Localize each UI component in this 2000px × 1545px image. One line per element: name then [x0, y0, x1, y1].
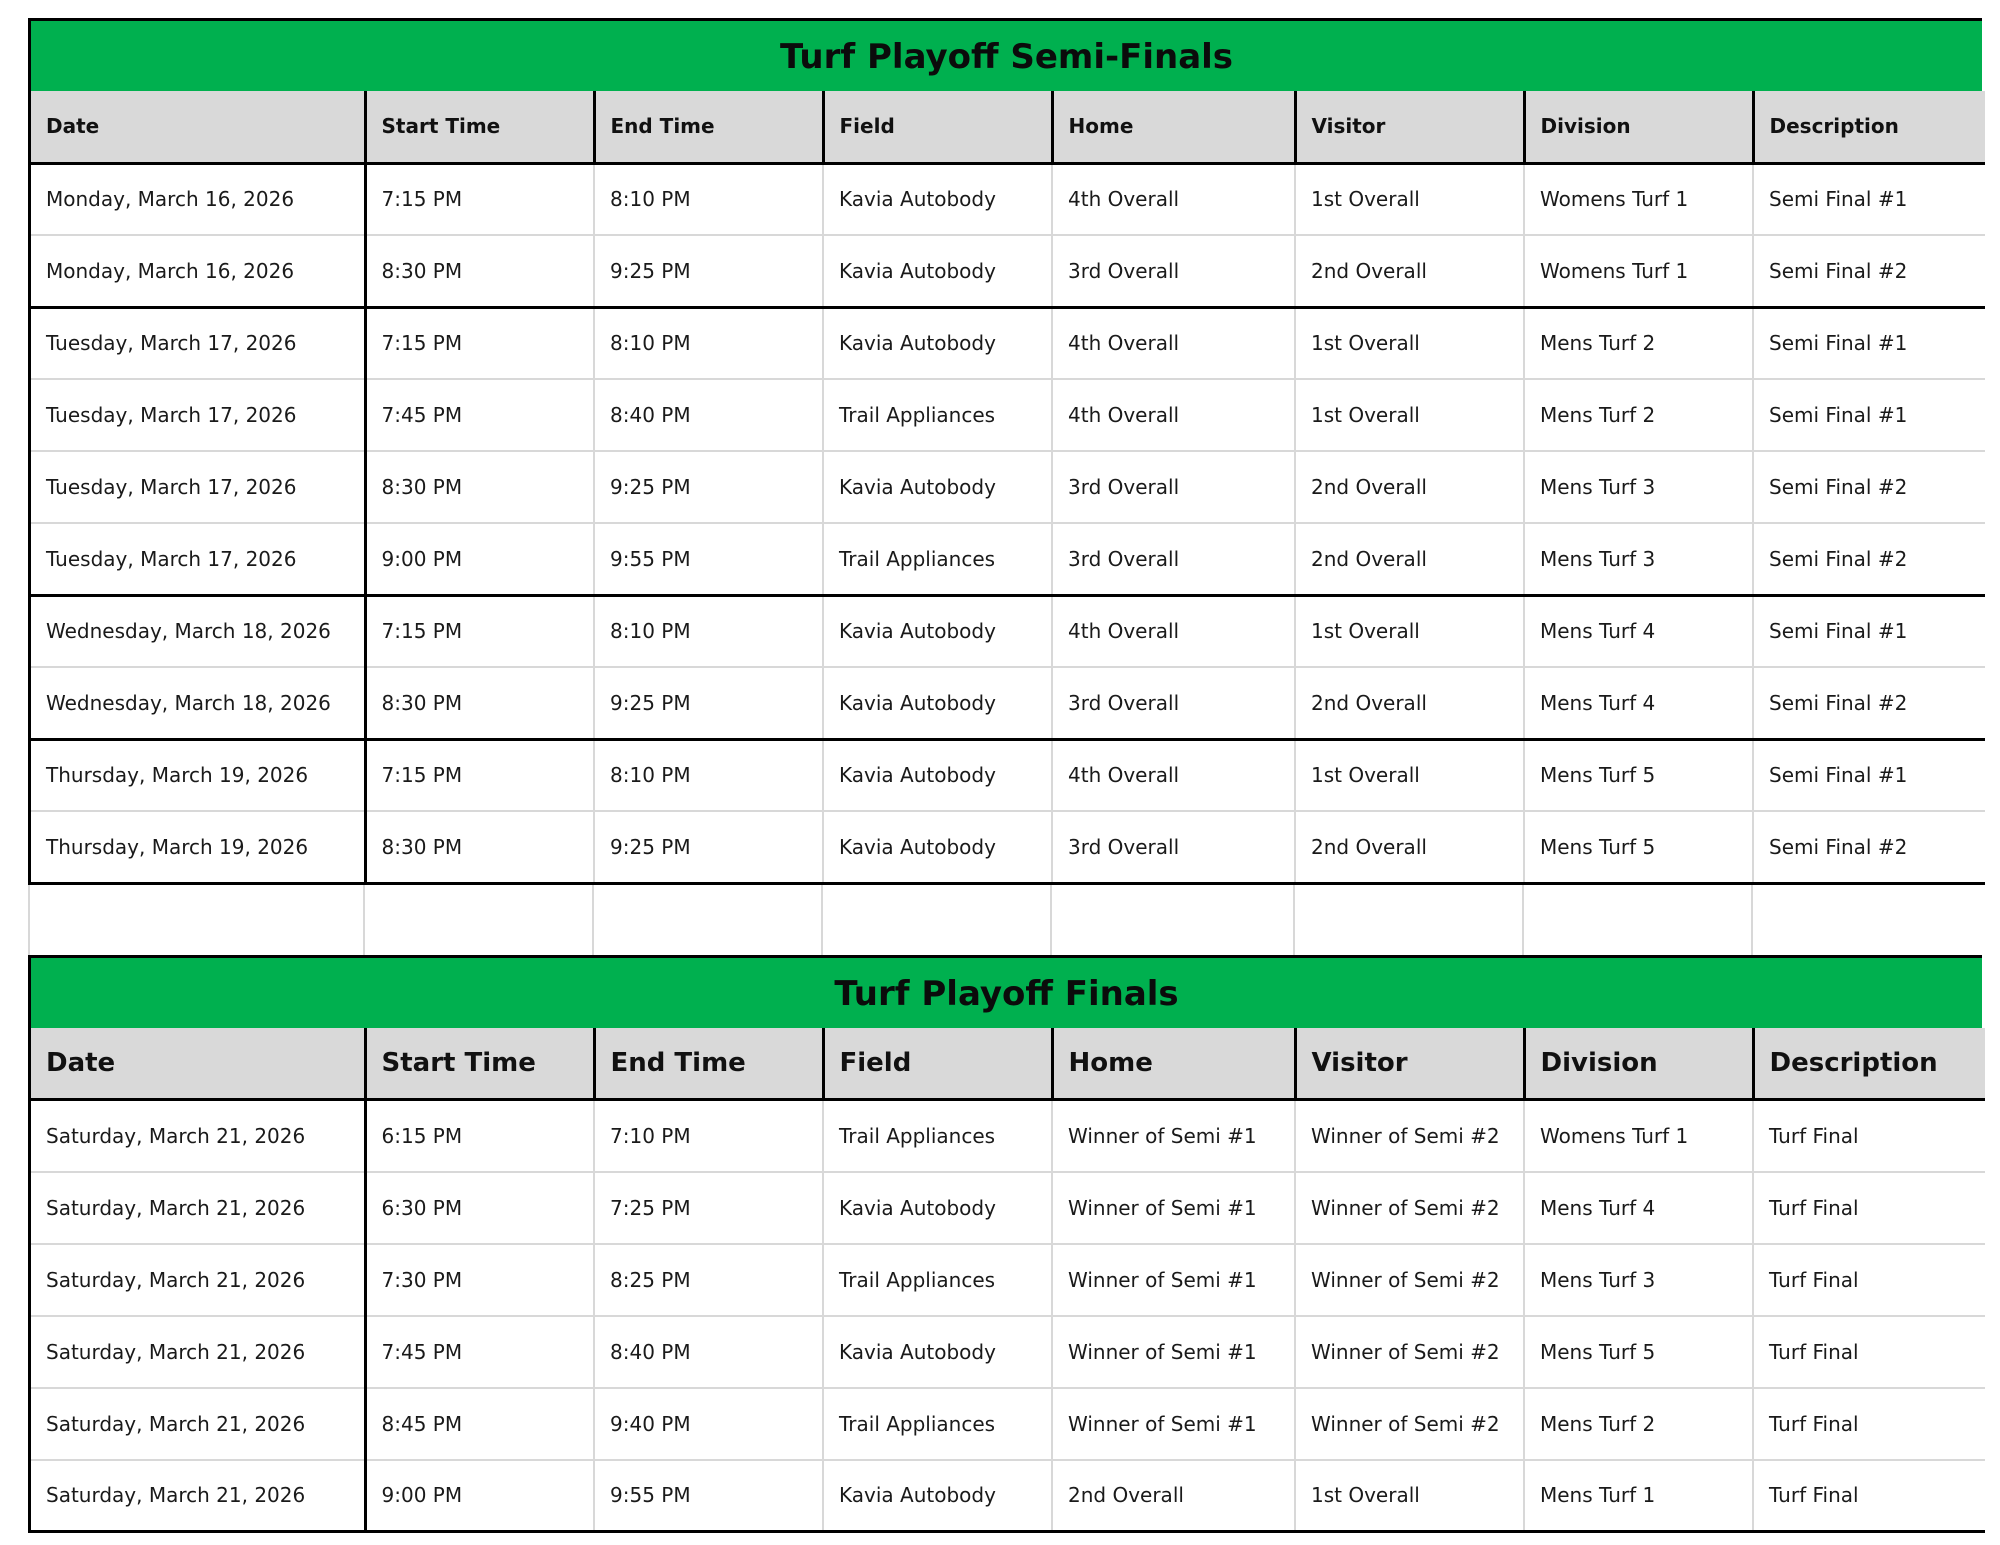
- cell-end-time: 9:55 PM: [594, 523, 823, 595]
- cell-field: Kavia Autobody: [823, 163, 1052, 235]
- spacer-table: [30, 885, 1984, 957]
- empty-cell: [1523, 885, 1752, 957]
- cell-date: Thursday, March 19, 2026: [31, 811, 365, 883]
- empty-cell: [1294, 885, 1523, 957]
- cell-end-time: 7:25 PM: [594, 1172, 823, 1244]
- cell-start-time: 7:15 PM: [365, 163, 594, 235]
- cell-end-time: 8:10 PM: [594, 739, 823, 811]
- cell-visitor: Winner of Semi #2: [1295, 1316, 1524, 1388]
- header-home: Home: [1052, 91, 1295, 163]
- table-row: [31, 739, 1985, 811]
- cell-home: 4th Overall: [1052, 307, 1295, 379]
- table-row: [31, 595, 1985, 667]
- spacer-row: [28, 885, 1982, 955]
- cell-date: Monday, March 16, 2026: [31, 235, 365, 307]
- cell-home: 3rd Overall: [1052, 811, 1295, 883]
- schedule-sheet: [28, 18, 1982, 1533]
- cell-field: Kavia Autobody: [823, 451, 1052, 523]
- cell-description: Semi Final #2: [1753, 451, 1985, 523]
- cell-home: Winner of Semi #1: [1052, 1388, 1295, 1460]
- cell-end-time: 7:10 PM: [594, 1100, 823, 1172]
- cell-field: Trail Appliances: [823, 379, 1052, 451]
- cell-description: Semi Final #1: [1753, 163, 1985, 235]
- table-row: [31, 235, 1985, 307]
- cell-description: Turf Final: [1753, 1460, 1985, 1532]
- cell-visitor: 2nd Overall: [1295, 235, 1524, 307]
- cell-end-time: 8:40 PM: [594, 1316, 823, 1388]
- cell-date: Thursday, March 19, 2026: [31, 739, 365, 811]
- header-division: Division: [1524, 91, 1753, 163]
- cell-description: Semi Final #1: [1753, 595, 1985, 667]
- cell-description: Semi Final #2: [1753, 811, 1985, 883]
- header-home: Home: [1052, 1028, 1295, 1100]
- cell-description: Semi Final #1: [1753, 307, 1985, 379]
- cell-date: Saturday, March 21, 2026: [31, 1172, 365, 1244]
- cell-visitor: 1st Overall: [1295, 307, 1524, 379]
- cell-division: Mens Turf 3: [1524, 451, 1753, 523]
- empty-cell: [1752, 885, 1984, 957]
- cell-start-time: 7:45 PM: [365, 1316, 594, 1388]
- cell-date: Saturday, March 21, 2026: [31, 1388, 365, 1460]
- cell-visitor: 2nd Overall: [1295, 523, 1524, 595]
- cell-field: Kavia Autobody: [823, 739, 1052, 811]
- table-row: [31, 1316, 1985, 1388]
- cell-division: Mens Turf 4: [1524, 667, 1753, 739]
- cell-start-time: 8:30 PM: [365, 667, 594, 739]
- header-visitor: Visitor: [1295, 91, 1524, 163]
- cell-description: Turf Final: [1753, 1388, 1985, 1460]
- cell-date: Tuesday, March 17, 2026: [31, 523, 365, 595]
- cell-division: Mens Turf 2: [1524, 1388, 1753, 1460]
- cell-home: Winner of Semi #1: [1052, 1172, 1295, 1244]
- empty-cell: [364, 885, 593, 957]
- cell-home: 3rd Overall: [1052, 667, 1295, 739]
- cell-home: 4th Overall: [1052, 163, 1295, 235]
- cell-end-time: 8:10 PM: [594, 163, 823, 235]
- cell-end-time: 8:10 PM: [594, 595, 823, 667]
- cell-date: Tuesday, March 17, 2026: [31, 379, 365, 451]
- cell-division: Womens Turf 1: [1524, 163, 1753, 235]
- cell-start-time: 8:30 PM: [365, 451, 594, 523]
- cell-description: Turf Final: [1753, 1244, 1985, 1316]
- table-row: [31, 1100, 1985, 1172]
- table-row: [31, 307, 1985, 379]
- cell-date: Saturday, March 21, 2026: [31, 1460, 365, 1532]
- cell-visitor: 2nd Overall: [1295, 667, 1524, 739]
- cell-home: 3rd Overall: [1052, 451, 1295, 523]
- cell-home: 4th Overall: [1052, 379, 1295, 451]
- cell-visitor: 1st Overall: [1295, 1460, 1524, 1532]
- header-end-time: End Time: [594, 91, 823, 163]
- cell-division: Womens Turf 1: [1524, 235, 1753, 307]
- cell-division: Mens Turf 4: [1524, 1172, 1753, 1244]
- cell-field: Kavia Autobody: [823, 1460, 1052, 1532]
- cell-visitor: Winner of Semi #2: [1295, 1388, 1524, 1460]
- cell-start-time: 8:30 PM: [365, 811, 594, 883]
- table-row: [31, 451, 1985, 523]
- header-start-time: Start Time: [365, 91, 594, 163]
- cell-division: Womens Turf 1: [1524, 1100, 1753, 1172]
- cell-start-time: 9:00 PM: [365, 1460, 594, 1532]
- cell-date: Tuesday, March 17, 2026: [31, 451, 365, 523]
- cell-field: Kavia Autobody: [823, 307, 1052, 379]
- cell-home: 3rd Overall: [1052, 523, 1295, 595]
- header-row: [31, 1028, 1985, 1100]
- cell-field: Kavia Autobody: [823, 667, 1052, 739]
- header-start-time: Start Time: [365, 1028, 594, 1100]
- cell-home: 4th Overall: [1052, 595, 1295, 667]
- cell-start-time: 8:30 PM: [365, 235, 594, 307]
- cell-description: Semi Final #2: [1753, 523, 1985, 595]
- cell-end-time: 8:25 PM: [594, 1244, 823, 1316]
- header-field: Field: [823, 1028, 1052, 1100]
- empty-cell: [1051, 885, 1294, 957]
- cell-date: Wednesday, March 18, 2026: [31, 595, 365, 667]
- cell-date: Tuesday, March 17, 2026: [31, 307, 365, 379]
- cell-start-time: 8:45 PM: [365, 1388, 594, 1460]
- cell-visitor: 1st Overall: [1295, 379, 1524, 451]
- cell-division: Mens Turf 2: [1524, 379, 1753, 451]
- cell-division: Mens Turf 1: [1524, 1460, 1753, 1532]
- header-field: Field: [823, 91, 1052, 163]
- header-description: Description: [1753, 1028, 1985, 1100]
- table-row: [31, 1460, 1985, 1532]
- cell-start-time: 7:45 PM: [365, 379, 594, 451]
- cell-start-time: 7:15 PM: [365, 307, 594, 379]
- cell-field: Kavia Autobody: [823, 595, 1052, 667]
- cell-description: Semi Final #1: [1753, 739, 1985, 811]
- cell-division: Mens Turf 3: [1524, 523, 1753, 595]
- cell-end-time: 9:25 PM: [594, 811, 823, 883]
- cell-field: Kavia Autobody: [823, 1172, 1052, 1244]
- cell-description: Turf Final: [1753, 1172, 1985, 1244]
- cell-end-time: 9:25 PM: [594, 667, 823, 739]
- finals-table: [31, 1028, 1985, 1534]
- cell-date: Monday, March 16, 2026: [31, 163, 365, 235]
- table-row: [31, 523, 1985, 595]
- cell-description: Turf Final: [1753, 1316, 1985, 1388]
- cell-field: Trail Appliances: [823, 1244, 1052, 1316]
- finals-title: Turf Playoff Finals: [31, 958, 1982, 1028]
- cell-description: Semi Final #2: [1753, 667, 1985, 739]
- cell-date: Saturday, March 21, 2026: [31, 1244, 365, 1316]
- cell-division: Mens Turf 2: [1524, 307, 1753, 379]
- cell-start-time: 7:15 PM: [365, 595, 594, 667]
- table-row: [31, 1244, 1985, 1316]
- cell-home: 3rd Overall: [1052, 235, 1295, 307]
- cell-field: Trail Appliances: [823, 523, 1052, 595]
- table-row: [31, 163, 1985, 235]
- finals-section: [28, 955, 1982, 1534]
- cell-start-time: 7:30 PM: [365, 1244, 594, 1316]
- header-description: Description: [1753, 91, 1985, 163]
- cell-home: 4th Overall: [1052, 739, 1295, 811]
- cell-home: 2nd Overall: [1052, 1460, 1295, 1532]
- header-visitor: Visitor: [1295, 1028, 1524, 1100]
- cell-visitor: Winner of Semi #2: [1295, 1100, 1524, 1172]
- cell-field: Kavia Autobody: [823, 235, 1052, 307]
- header-end-time: End Time: [594, 1028, 823, 1100]
- cell-visitor: 1st Overall: [1295, 595, 1524, 667]
- empty-cell: [822, 885, 1051, 957]
- cell-field: Kavia Autobody: [823, 811, 1052, 883]
- empty-cell: [30, 885, 364, 957]
- cell-division: Mens Turf 4: [1524, 595, 1753, 667]
- cell-home: Winner of Semi #1: [1052, 1316, 1295, 1388]
- table-row: [31, 1172, 1985, 1244]
- cell-end-time: 8:40 PM: [594, 379, 823, 451]
- cell-visitor: Winner of Semi #2: [1295, 1244, 1524, 1316]
- table-row: [31, 379, 1985, 451]
- cell-division: Mens Turf 3: [1524, 1244, 1753, 1316]
- cell-date: Wednesday, March 18, 2026: [31, 667, 365, 739]
- cell-division: Mens Turf 5: [1524, 739, 1753, 811]
- header-row: [31, 91, 1985, 163]
- header-date: Date: [31, 1028, 365, 1100]
- semi-finals-title: Turf Playoff Semi-Finals: [31, 21, 1982, 91]
- cell-visitor: Winner of Semi #2: [1295, 1172, 1524, 1244]
- table-row: [31, 1388, 1985, 1460]
- header-division: Division: [1524, 1028, 1753, 1100]
- cell-division: Mens Turf 5: [1524, 811, 1753, 883]
- cell-visitor: 1st Overall: [1295, 739, 1524, 811]
- cell-start-time: 6:15 PM: [365, 1100, 594, 1172]
- finals-body: [31, 1100, 1985, 1532]
- cell-home: Winner of Semi #1: [1052, 1244, 1295, 1316]
- cell-division: Mens Turf 5: [1524, 1316, 1753, 1388]
- header-date: Date: [31, 91, 365, 163]
- table-row: [31, 667, 1985, 739]
- cell-description: Turf Final: [1753, 1100, 1985, 1172]
- semi-finals-body: [31, 163, 1985, 883]
- cell-visitor: 2nd Overall: [1295, 811, 1524, 883]
- cell-field: Kavia Autobody: [823, 1316, 1052, 1388]
- cell-visitor: 2nd Overall: [1295, 451, 1524, 523]
- cell-end-time: 9:25 PM: [594, 451, 823, 523]
- cell-end-time: 8:10 PM: [594, 307, 823, 379]
- cell-date: Saturday, March 21, 2026: [31, 1316, 365, 1388]
- cell-start-time: 6:30 PM: [365, 1172, 594, 1244]
- empty-cell: [593, 885, 822, 957]
- cell-end-time: 9:40 PM: [594, 1388, 823, 1460]
- cell-visitor: 1st Overall: [1295, 163, 1524, 235]
- cell-description: Semi Final #2: [1753, 235, 1985, 307]
- cell-date: Saturday, March 21, 2026: [31, 1100, 365, 1172]
- cell-field: Trail Appliances: [823, 1388, 1052, 1460]
- table-row: [31, 811, 1985, 883]
- cell-field: Trail Appliances: [823, 1100, 1052, 1172]
- cell-end-time: 9:25 PM: [594, 235, 823, 307]
- cell-start-time: 7:15 PM: [365, 739, 594, 811]
- cell-end-time: 9:55 PM: [594, 1460, 823, 1532]
- cell-description: Semi Final #1: [1753, 379, 1985, 451]
- semi-finals-table: [31, 91, 1985, 885]
- cell-start-time: 9:00 PM: [365, 523, 594, 595]
- cell-home: Winner of Semi #1: [1052, 1100, 1295, 1172]
- semi-finals-section: [28, 18, 1982, 885]
